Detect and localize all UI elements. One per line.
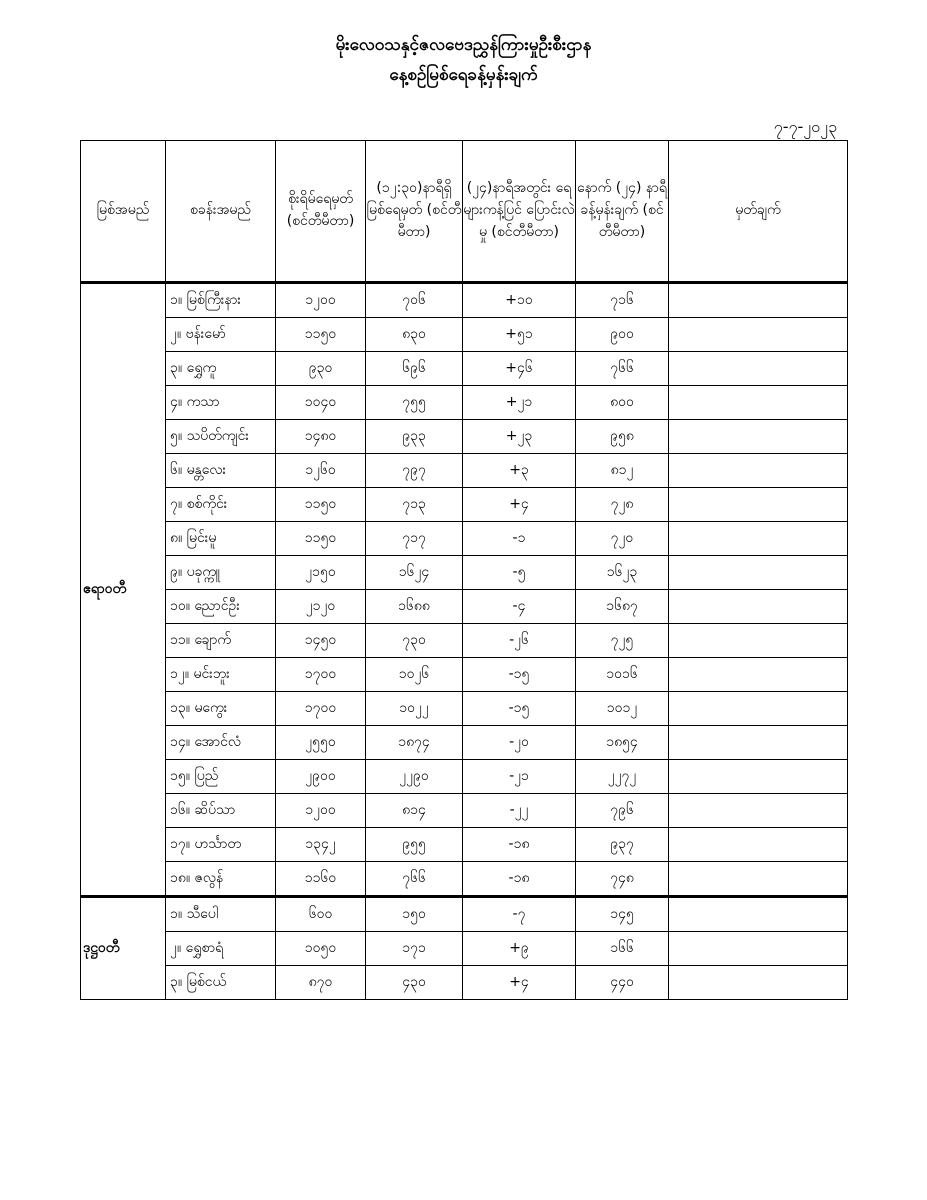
- river-name: ဒုဋ္ဌဝတီ: [81, 897, 166, 1000]
- table-row: [81, 692, 848, 726]
- danger-level: ၁၇၀၀: [276, 658, 366, 692]
- current-level: ၆၉၆: [366, 352, 463, 386]
- level-change: -၇: [463, 897, 576, 932]
- station-name: ၃။ ရွှေကူ: [166, 352, 276, 386]
- table-row: [81, 318, 848, 352]
- current-level: ၈၁၄: [366, 794, 463, 828]
- table-row: [81, 932, 848, 966]
- forecast-level: ၁၀၁၂: [576, 692, 669, 726]
- station-name: ၁။ မြစ်ကြီးနား: [166, 283, 276, 318]
- forecast-level: ၉၃၇: [576, 828, 669, 862]
- table-header-row: [81, 141, 848, 283]
- remark: [669, 420, 848, 454]
- level-change: +၅၁: [463, 318, 576, 352]
- current-level: ၉၃၃: [366, 420, 463, 454]
- station-name: ၁၃။ မကွေး: [166, 692, 276, 726]
- table-row: [81, 658, 848, 692]
- level-change: +၄၆: [463, 352, 576, 386]
- current-level: ၇၁၃: [366, 488, 463, 522]
- table-row: [81, 283, 848, 318]
- station-name: ၈။ မြင်းမူ: [166, 522, 276, 556]
- level-change: -၁၅: [463, 658, 576, 692]
- forecast-level: ၁၀၁၆: [576, 658, 669, 692]
- forecast-level: ၉၀၀: [576, 318, 669, 352]
- danger-level: ၁၂၀၀: [276, 283, 366, 318]
- remark: [669, 760, 848, 794]
- forecast-level: ၇၄၈: [576, 862, 669, 897]
- current-level: ၁၈၇၄: [366, 726, 463, 760]
- table-row: [81, 386, 848, 420]
- forecast-level: ၁၆၆: [576, 932, 669, 966]
- level-change: +၉: [463, 932, 576, 966]
- remark: [669, 488, 848, 522]
- table-row: [81, 624, 848, 658]
- table-row: [81, 488, 848, 522]
- station-name: ၁၇။ ဟင်္သာတ: [166, 828, 276, 862]
- forecast-level: ၇၉၆: [576, 794, 669, 828]
- current-level: ၁၅၀: [366, 897, 463, 932]
- station-name: ၁၆။ ဆိပ်သာ: [166, 794, 276, 828]
- remark: [669, 932, 848, 966]
- current-level: ၂၂၉၀: [366, 760, 463, 794]
- level-change: +၃: [463, 454, 576, 488]
- remark: [669, 658, 848, 692]
- current-level: ၇၅၅: [366, 386, 463, 420]
- report-date: ၇-၇-၂၀၂၃: [773, 117, 837, 136]
- station-name: ၅။ သပိတ်ကျင်း: [166, 420, 276, 454]
- report-subtitle: နေ့စဉ်မြစ်ရေခန့်မှန်းချက်: [389, 65, 538, 85]
- remark: [669, 386, 848, 420]
- danger-level: ၉၃၀: [276, 352, 366, 386]
- forecast-level: ၂၂၇၂: [576, 760, 669, 794]
- table-row: [81, 352, 848, 386]
- remark: [669, 590, 848, 624]
- level-change: -၂၁: [463, 760, 576, 794]
- danger-level: ၁၂၆၀: [276, 454, 366, 488]
- station-name: ၁။ သီပေါ: [166, 897, 276, 932]
- table-row: [81, 862, 848, 897]
- column-header-station: စခန်းအမည်: [166, 141, 276, 283]
- remark: [669, 692, 848, 726]
- remark: [669, 624, 848, 658]
- danger-level: ၁၄၈၀: [276, 420, 366, 454]
- table-row: [81, 522, 848, 556]
- table-row: [81, 760, 848, 794]
- current-level: ၇၃၀: [366, 624, 463, 658]
- station-name: ၉။ ပခုက္ကူ: [166, 556, 276, 590]
- level-change: -၁၅: [463, 692, 576, 726]
- remark: [669, 966, 848, 1000]
- remark: [669, 318, 848, 352]
- remark: [669, 726, 848, 760]
- danger-level: ၁၃၄၂: [276, 828, 366, 862]
- station-name: ၂။ ဗန်းမော်: [166, 318, 276, 352]
- level-change: -၂၆: [463, 624, 576, 658]
- column-header-forecast: နောက် (၂၄) နာရီ ခန့်မှန်းချက် (စင်တီမီတာ): [576, 141, 669, 283]
- table-row: [81, 726, 848, 760]
- level-change: -၁၈: [463, 862, 576, 897]
- danger-level: ၁၂၀၀: [276, 794, 366, 828]
- table-row: [81, 556, 848, 590]
- remark: [669, 828, 848, 862]
- station-name: ၆။ မန္တလေး: [166, 454, 276, 488]
- level-change: -၄: [463, 590, 576, 624]
- station-name: ၁၀။ ညောင်ဦး: [166, 590, 276, 624]
- current-level: ၄၃၀: [366, 966, 463, 1000]
- forecast-level: ၁၆၂၃: [576, 556, 669, 590]
- danger-level: ၁၁၅၀: [276, 522, 366, 556]
- level-change: +၄: [463, 966, 576, 1000]
- remark: [669, 454, 848, 488]
- danger-level: ၈၇၀: [276, 966, 366, 1000]
- station-name: ၁၄။ အောင်လံ: [166, 726, 276, 760]
- forecast-level: ၈၀၀: [576, 386, 669, 420]
- forecast-level: ၈၁၂: [576, 454, 669, 488]
- forecast-level: ၉၅၈: [576, 420, 669, 454]
- station-name: ၁၁။ ချောက်: [166, 624, 276, 658]
- current-level: ၉၅၅: [366, 828, 463, 862]
- level-change: -၁၈: [463, 828, 576, 862]
- level-change: -၁: [463, 522, 576, 556]
- station-name: ၄။ ကသာ: [166, 386, 276, 420]
- current-level: ၇၉၇: [366, 454, 463, 488]
- danger-level: ၂၁၂၀: [276, 590, 366, 624]
- forecast-level: ၁၈၅၄: [576, 726, 669, 760]
- level-change: +၂၁: [463, 386, 576, 420]
- station-name: ၁၂။ မင်းဘူး: [166, 658, 276, 692]
- current-level: ၇၆၆: [366, 862, 463, 897]
- forecast-level: ၇၂၈: [576, 488, 669, 522]
- level-change: +၂၃: [463, 420, 576, 454]
- level-change: +၄: [463, 488, 576, 522]
- table-row: [81, 454, 848, 488]
- forecast-level: ၇၆၆: [576, 352, 669, 386]
- level-change: -၅: [463, 556, 576, 590]
- remark: [669, 283, 848, 318]
- station-name: ၁၅။ ပြည်: [166, 760, 276, 794]
- table-row: [81, 897, 848, 932]
- current-level: ၁၇၁: [366, 932, 463, 966]
- forecast-level: ၇၂၅: [576, 624, 669, 658]
- level-change: -၂၀: [463, 726, 576, 760]
- column-header-danger-level: စိုးရိမ်ရေမှတ် (စင်တီမီတာ): [276, 141, 366, 283]
- danger-level: ၁၄၅၀: [276, 624, 366, 658]
- remark: [669, 794, 848, 828]
- danger-level: ၆၀၀: [276, 897, 366, 932]
- danger-level: ၂၅၅၀: [276, 726, 366, 760]
- remark: [669, 522, 848, 556]
- current-level: ၁၆၈၈: [366, 590, 463, 624]
- table-row: [81, 966, 848, 1000]
- column-header-remark: မှတ်ချက်: [669, 141, 848, 283]
- current-level: ၁၀၂၆: [366, 658, 463, 692]
- danger-level: ၁၁၆၀: [276, 862, 366, 897]
- remark: [669, 556, 848, 590]
- forecast-level: ၁၆၈၇: [576, 590, 669, 624]
- remark: [669, 352, 848, 386]
- remark: [669, 897, 848, 932]
- current-level: ၁၀၂၂: [366, 692, 463, 726]
- danger-level: ၁၀၄၀: [276, 386, 366, 420]
- column-header-current-level: (၁၂:၃၀)နာရီရှိ မြစ်ရေမှတ် (စင်တီမီတာ): [366, 141, 463, 283]
- report-department-title: မိုးလေဝသနှင့်ဇလဗေဒညွှန်ကြားမှုဦးစီးဌာန: [335, 35, 592, 55]
- forecast-level: ၁၄၅: [576, 897, 669, 932]
- table-row: [81, 828, 848, 862]
- column-header-river: မြစ်အမည်: [81, 141, 166, 283]
- table-row: [81, 794, 848, 828]
- current-level: ၇၀၆: [366, 283, 463, 318]
- station-name: ၁၈။ ဇလွန်: [166, 862, 276, 897]
- danger-level: ၁၁၅၀: [276, 488, 366, 522]
- table-row: [81, 590, 848, 624]
- current-level: ၇၁၇: [366, 522, 463, 556]
- forecast-level: ၇၁၆: [576, 283, 669, 318]
- current-level: ၈၃၀: [366, 318, 463, 352]
- forecast-level: ၄၄၀: [576, 966, 669, 1000]
- table-row: [81, 420, 848, 454]
- level-change: -၂၂: [463, 794, 576, 828]
- remark: [669, 862, 848, 897]
- danger-level: ၂၁၅၀: [276, 556, 366, 590]
- river-forecast-table: [80, 140, 848, 1000]
- river-name: ဧရာဝတီ: [81, 283, 166, 897]
- danger-level: ၁၀၅၀: [276, 932, 366, 966]
- column-header-change: (၂၄)နာရီအတွင်း ရေများကန့်ပြင် ပြောင်းလဲမှု (စင်တီမီတာ): [463, 141, 576, 283]
- station-name: ၃။ မြစ်ငယ်: [166, 966, 276, 1000]
- danger-level: ၂၉၀၀: [276, 760, 366, 794]
- danger-level: ၁၁၅၀: [276, 318, 366, 352]
- danger-level: ၁၇၀၀: [276, 692, 366, 726]
- station-name: ၇။ စစ်ကိုင်း: [166, 488, 276, 522]
- level-change: +၁၀: [463, 283, 576, 318]
- current-level: ၁၆၂၄: [366, 556, 463, 590]
- forecast-level: ၇၂၀: [576, 522, 669, 556]
- station-name: ၂။ ရွှေစာရံ: [166, 932, 276, 966]
